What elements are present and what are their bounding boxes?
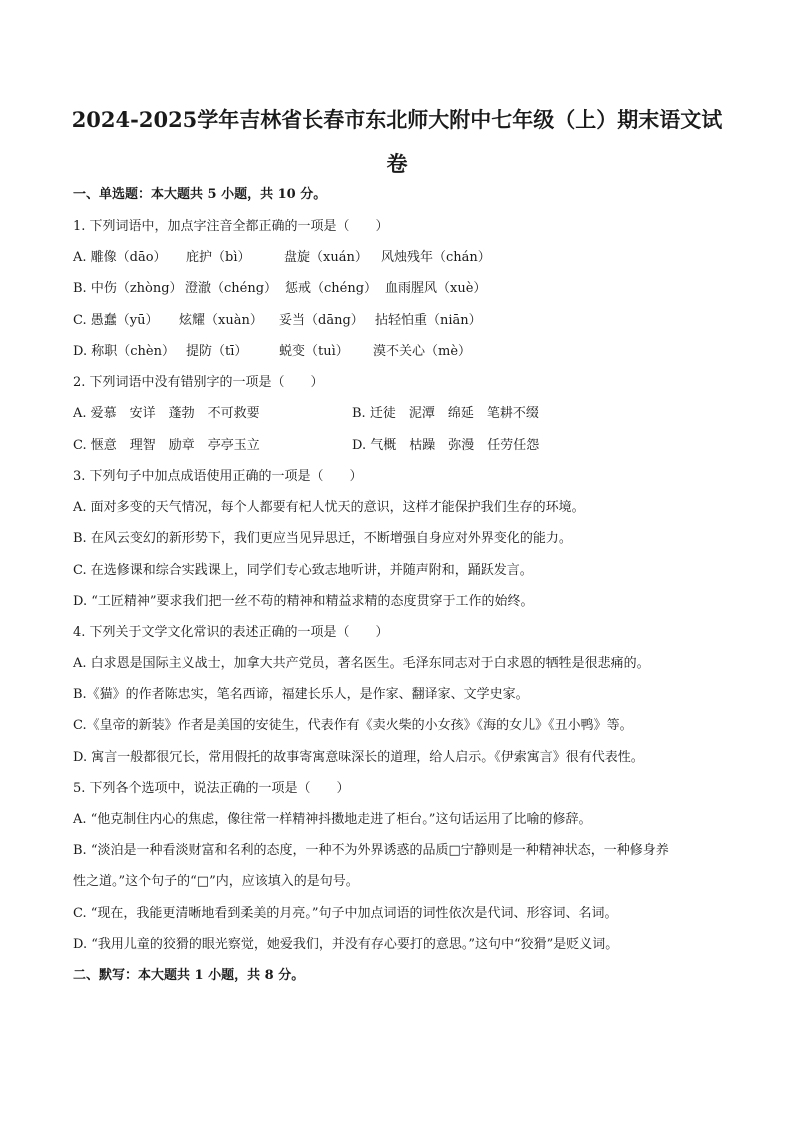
section-heading-1: 一、单选题：本大题共 5 小题，共 10 分。 bbox=[73, 187, 327, 202]
question-2-option-b: B. 迁徒 泥潭 绵延 笔耕不缀 bbox=[352, 406, 539, 421]
question-2-options-row-2 bbox=[73, 437, 733, 455]
option-word: 澄澈（chéng） bbox=[185, 281, 278, 296]
option-word: 惩戒（chéng） bbox=[285, 281, 378, 296]
question-4-option-b: B.《猫》的作者陈忠实，笔名西谛，福建长乐人，是作家、翻译家、文学史家。 bbox=[73, 687, 529, 702]
question-4-option-a: A. 白求恩是国际主义战士，加拿大共产党员，著名医生。毛泽东同志对于白求恩的牺牲是很悲痛的。 bbox=[73, 656, 650, 671]
question-5-option-a: A. “他克制住内心的焦虑，像往常一样精神抖擞地走进了柜台。”这句话运用了比喻的修辞。 bbox=[73, 812, 592, 827]
question-4-option-d: D. 寓言一般都很冗长，常用假托的故事寄寓意味深长的道理，给人启示。《伊索寓言》很有代表性。 bbox=[73, 750, 644, 765]
question-3-stem: 3. 下列句子中加点成语使用正确的一项是（ ） bbox=[73, 469, 363, 484]
question-5-stem: 5. 下列各个选项中，说法正确的一项是（ ） bbox=[73, 781, 350, 796]
question-3-option-b: B. 在风云变幻的新形势下，我们更应当见异思迁，不断增强自身应对外界变化的能力。 bbox=[73, 531, 572, 546]
option-word: 蜕变（tuì） bbox=[279, 344, 349, 359]
question-2-option-d: D. 气概 枯躁 弥漫 任劳任怨 bbox=[352, 438, 540, 453]
option-word: 血雨腥风（xuè） bbox=[385, 281, 487, 296]
question-2-stem: 2. 下列词语中没有错别字的一项是（ ） bbox=[73, 375, 324, 390]
question-1-stem: 1. 下列词语中，加点字注音全都正确的一项是（ ） bbox=[73, 219, 389, 234]
option-word: 漠不关心（mè） bbox=[373, 344, 472, 359]
option-word: C. 愚蠢（yū） bbox=[73, 313, 159, 328]
question-5-option-b-line-1: B. “淡泊是一种看淡财富和名利的态度，一种不为外界诱惑的品质□宁静则是一种精神状态，一种修身养 bbox=[73, 843, 669, 858]
question-5-option-c: C. “现在，我能更清晰地看到柔美的月亮。”句子中加点词语的词性依次是代词、形容词、名词。 bbox=[73, 906, 618, 921]
option-word: B. 中伤（zhòng） bbox=[73, 281, 183, 296]
question-2-option-c: C. 惬意 理智 励章 亭亭玉立 bbox=[73, 438, 260, 453]
title-line-1: 2024-2025学年吉林省长春市东北师大附中七年级（上）期末语文试 bbox=[71, 107, 723, 132]
option-word: 拈轻怕重（niān） bbox=[375, 313, 482, 328]
question-1-option-a bbox=[73, 249, 733, 267]
option-word: A. 雕像（dāo） bbox=[73, 250, 167, 265]
option-word: D. 称职（chèn） bbox=[73, 344, 175, 359]
question-1-option-c bbox=[73, 312, 733, 330]
question-3-option-d: D. “工匠精神”要求我们把一丝不苟的精神和精益求精的态度贯穿于工作的始终。 bbox=[73, 594, 534, 609]
option-word: 炫耀（xuàn） bbox=[179, 313, 263, 328]
question-4-option-c: C.《皇帝的新装》作者是美国的安徒生，代表作有《卖火柴的小女孩》《海的女儿》《丑小鸭》等。 bbox=[73, 718, 633, 733]
option-word: 妥当（dāng） bbox=[279, 313, 364, 328]
option-word: 庇护（bì） bbox=[186, 250, 251, 265]
option-word: 盘旋（xuán） bbox=[284, 250, 368, 265]
section-heading-2: 二、默写：本大题共 1 小题，共 8 分。 bbox=[73, 968, 305, 983]
question-2-options-row-1 bbox=[73, 405, 733, 423]
question-3-option-a: A. 面对多变的天气情况，每个人都要有杞人忧天的意识，这样才能保护我们生存的环境。 bbox=[73, 500, 585, 515]
title-line-2: 卷 bbox=[386, 151, 408, 176]
question-3-option-c: C. 在选修课和综合实践课上，同学们专心致志地听讲，并随声附和，踊跃发言。 bbox=[73, 563, 533, 578]
page-title bbox=[60, 98, 734, 186]
option-word: 提防（tī） bbox=[186, 344, 248, 359]
question-5-option-b-line-2: 性之道。”这个句子的“□”内，应该填入的是句号。 bbox=[73, 874, 359, 889]
question-5-option-d: D. “我用儿童的狡猾的眼光察觉，她爱我们，并没有存心要打的意思。”这句中“狡猾”是贬义词。 bbox=[73, 937, 619, 952]
option-word: 风烛残年（chán） bbox=[381, 250, 491, 265]
question-1-option-d bbox=[73, 343, 733, 361]
question-1-option-b bbox=[73, 280, 733, 298]
question-2-option-a: A. 爱慕 安详 蓬勃 不可救要 bbox=[73, 406, 260, 421]
question-4-stem: 4. 下列关于文学文化常识的表述正确的一项是（ ） bbox=[73, 625, 389, 640]
